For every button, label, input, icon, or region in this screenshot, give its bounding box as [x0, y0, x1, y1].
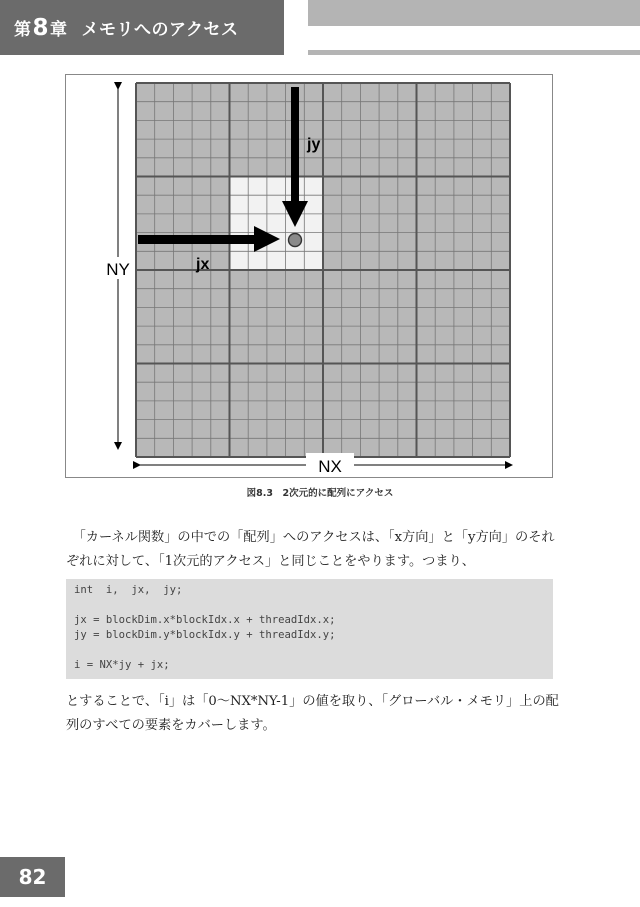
- paragraph-1-line-1: 「カーネル関数」の中での「配列」へのアクセスは、「x方向」と「y方向」のそれ: [66, 530, 555, 545]
- paragraph-1-line-2: ぞれに対して、「1次元的アクセス」と同じことをやります。つまり、: [66, 554, 475, 569]
- header-decoration-line: [308, 50, 640, 55]
- page-number: 82: [0, 857, 65, 897]
- code-line: int i, jx, jy;: [74, 584, 183, 596]
- chapter-number: 8: [32, 14, 50, 41]
- chapter-prefix: 第: [14, 20, 32, 40]
- figure-frame: [65, 74, 553, 478]
- paragraph-2-line-2: 列のすべての要素をカバーします。: [66, 718, 276, 733]
- code-line: jx = blockDim.x*blockIdx.x + threadIdx.x;: [74, 614, 336, 626]
- jx-label: jx: [196, 256, 210, 273]
- code-line: i = NX*jy + jx;: [74, 659, 170, 671]
- code-line: jy = blockDim.y*blockIdx.y + threadIdx.y;: [74, 629, 336, 641]
- paragraph-2-line-1: とすることで、「i」は「0〜NX*NY-1」の値を取り、「グローバル・メモリ」上の配: [66, 694, 559, 709]
- code-line: [74, 598, 553, 613]
- jy-label: jy: [307, 136, 321, 153]
- paragraph-2: [66, 690, 559, 738]
- ny-label: NY: [106, 260, 130, 279]
- nx-label: NX: [318, 457, 342, 476]
- chapter-title: メモリへのアクセス: [81, 20, 239, 40]
- jx-arrow-shaft: [138, 235, 256, 244]
- grid-diagram: [66, 75, 554, 479]
- chapter-suffix: 章: [50, 20, 68, 40]
- code-block: [66, 579, 553, 679]
- header-decoration-bar: [308, 0, 640, 26]
- jy-arrow-shaft: [291, 87, 299, 205]
- paragraph-1: [66, 526, 556, 574]
- figure-caption: 図8.3 2次元的に配列にアクセス: [246, 488, 394, 499]
- chapter-header: [0, 0, 284, 55]
- target-element-dot: [289, 234, 302, 247]
- highlighted-block: [230, 177, 324, 271]
- code-line: [74, 643, 553, 658]
